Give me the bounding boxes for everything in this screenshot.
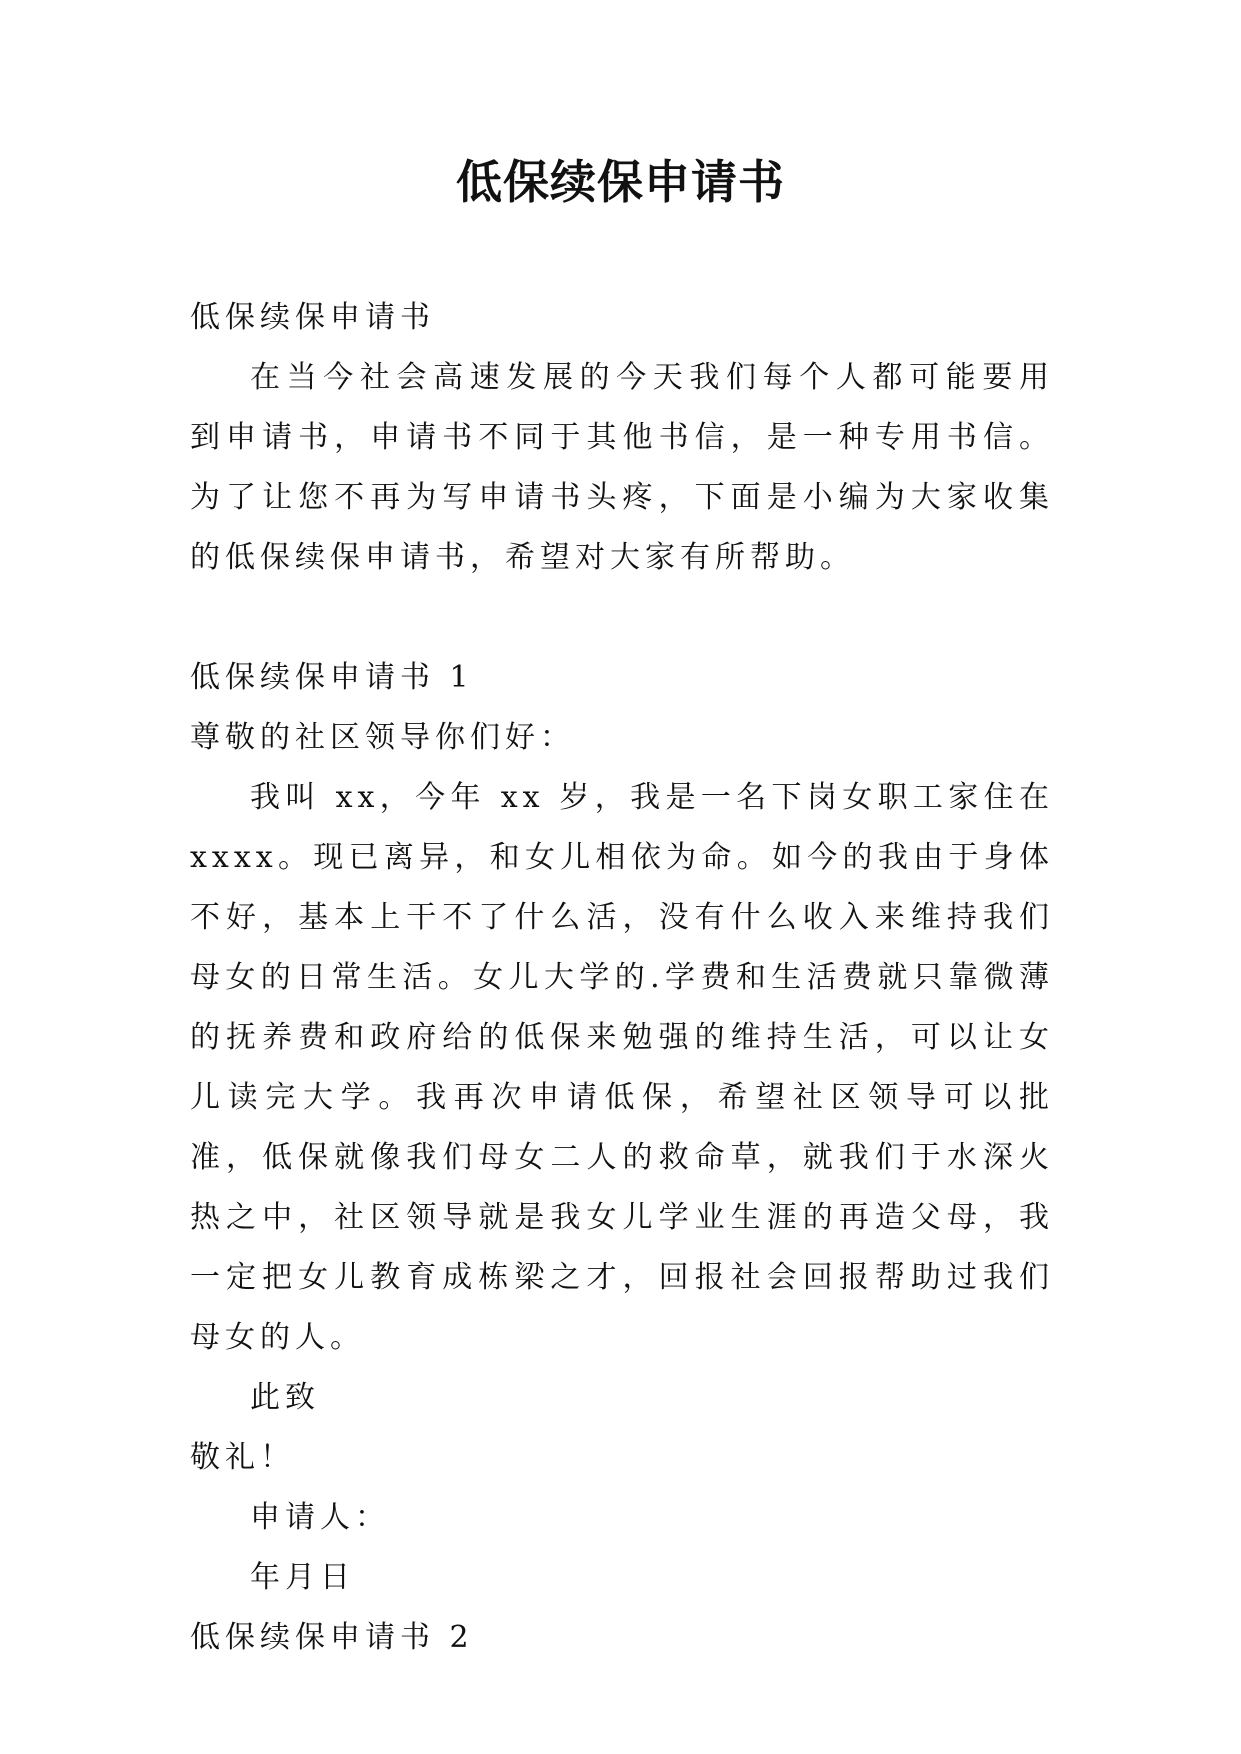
letter1-salutation: 尊敬的社区领导你们好： (190, 720, 575, 755)
letter1-regards: 敬礼！ (190, 1440, 295, 1475)
letter2-heading: 低保续保申请书 2 (190, 1620, 474, 1655)
letter1-date: 年月日 (250, 1560, 355, 1595)
intro-paragraph: 在当今社会高速发展的今天我们每个人都可能要用到申请书，申请书不同于其他书信，是一种专用书信。为了让您不再为写申请书头疼，下面是小编为大家收集的低保续保申请书，希望对大家有所帮助。 (190, 360, 1054, 575)
letter1-heading: 低保续保申请书 1 (190, 660, 474, 695)
paragraph-spacer (190, 588, 1054, 648)
letter1-applicant: 申请人： (250, 1500, 390, 1535)
intro-heading: 低保续保申请书 (190, 300, 435, 335)
document-title: 低保续保申请书 (456, 155, 785, 209)
letter1-body: 我叫 xx，今年 xx 岁，我是一名下岗女职工家住在 xxxx。现已离异，和女儿相依为命。如今的我由于身体不好，基本上干不了什么活，没有什么收入来维持我们母女的日常生活。女儿大学的.学费和生活费就只靠微薄的抚养费和政府给的低保来勉强的维持生活，可以让女儿读完大学。我再次申请低保，希望社区领导可以批准，低保就像我们母女二人的救命草，就我们于水深火热之中，社区领导就是我女儿学业生涯的再造父母，我一定把女儿教育成栋梁之才，回报社会回报帮助过我们母女的人。 (190, 780, 1054, 1355)
document-body (190, 288, 1054, 1668)
letter1-closing: 此致 (250, 1380, 320, 1415)
